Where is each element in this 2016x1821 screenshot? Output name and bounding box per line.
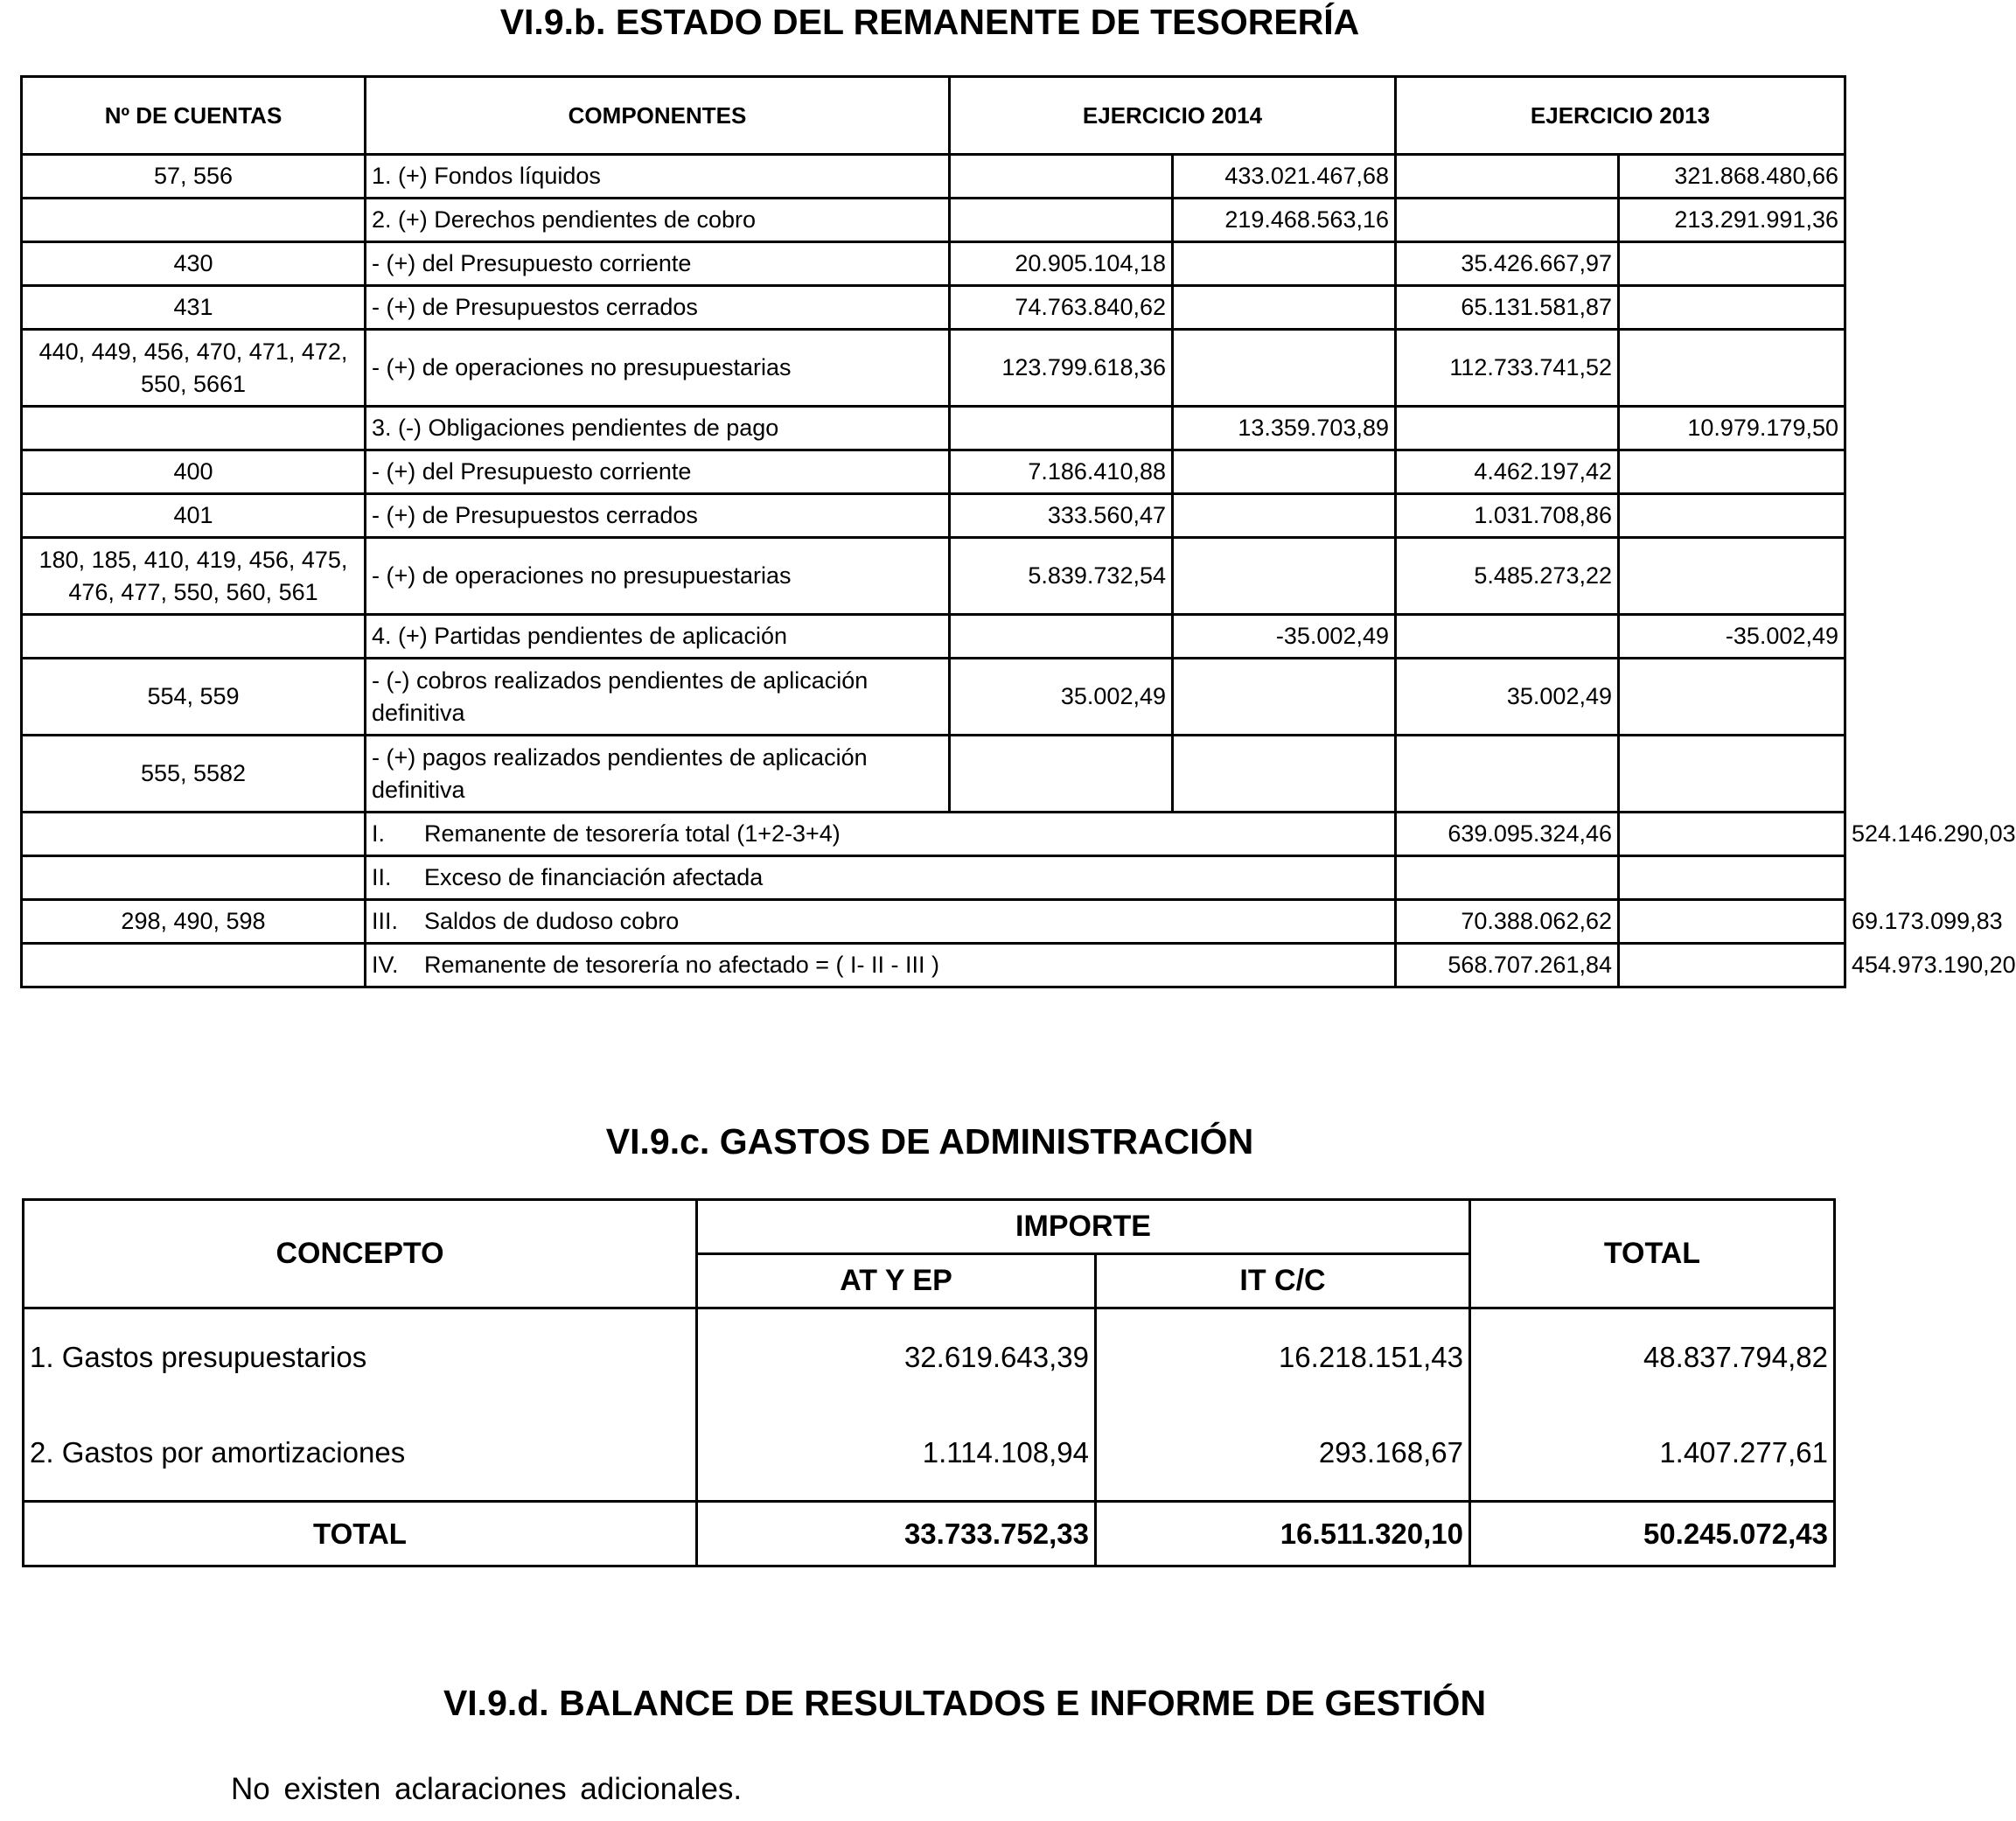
- detail-2014-cell: [950, 407, 1173, 450]
- componente-cell: - (+) de Presupuestos cerrados: [366, 286, 950, 330]
- componente-cell: - (-) cobros realizados pendientes de aplicación definitiva: [366, 659, 950, 736]
- componente-cell: - (+) de operaciones no presupuestarias: [366, 330, 950, 407]
- detail-2013-cell: 5.485.273,22: [1396, 538, 1619, 615]
- table-row: [22, 659, 1845, 736]
- componente-cell: 4. (+) Partidas pendientes de aplicación: [366, 615, 950, 659]
- total-row: [24, 1502, 1835, 1566]
- total-2014-cell: [1396, 856, 1619, 900]
- detail-2013-cell: [1396, 407, 1619, 450]
- total-it-cc: 16.511.320,10: [1096, 1502, 1470, 1566]
- total-2014-cell: 70.388.062,62: [1396, 900, 1619, 944]
- detail-2013-cell: 1.031.708,86: [1396, 494, 1619, 538]
- total-2013-cell: [1619, 659, 1845, 736]
- table-row: [22, 615, 1845, 659]
- it-cc-cell: 293.168,67: [1096, 1405, 1470, 1502]
- total-2014-cell: 639.095.324,46: [1396, 813, 1619, 856]
- total-2014-cell: -35.002,49: [1173, 615, 1396, 659]
- cuentas-cell: [22, 199, 366, 242]
- cuentas-cell: 400: [22, 450, 366, 494]
- concepto-cell: 1. Gastos presupuestarios: [24, 1308, 697, 1406]
- table-row: [22, 155, 1845, 199]
- total-2014-cell: 219.468.563,16: [1173, 199, 1396, 242]
- summary-label-cell: [366, 944, 1396, 987]
- total-2013-cell: -35.002,49: [1619, 615, 1845, 659]
- detail-2014-cell: [950, 736, 1173, 813]
- total-2013-cell: [1619, 242, 1845, 286]
- cuentas-cell: [22, 813, 366, 856]
- component-rows: [22, 155, 1845, 813]
- summary-number: III.: [372, 908, 399, 934]
- summary-label: Remanente de tesorería total (1+2-3+4): [424, 820, 841, 847]
- total-2014-cell: 568.707.261,84: [1396, 944, 1619, 987]
- header-cuentas: Nº DE CUENTAS: [22, 77, 366, 155]
- table-row: [22, 286, 1845, 330]
- header-total: TOTAL: [1470, 1200, 1835, 1308]
- total-2013-cell: 213.291.991,36: [1619, 199, 1845, 242]
- cuentas-cell: [22, 615, 366, 659]
- summary-number: IV.: [372, 952, 399, 978]
- detail-2014-cell: 5.839.732,54: [950, 538, 1173, 615]
- header-componentes: COMPONENTES: [366, 77, 950, 155]
- summary-label: Saldos de dudoso cobro: [424, 908, 680, 934]
- detail-2013-cell: 35.002,49: [1396, 659, 1619, 736]
- total-at-ep: 33.733.752,33: [697, 1502, 1096, 1566]
- summary-label-cell: [366, 813, 1396, 856]
- total-2014-cell: [1173, 286, 1396, 330]
- total-2014-cell: [1173, 736, 1396, 813]
- table-row: [22, 407, 1845, 450]
- summary-row: 298, 490, 598 III. Saldos de dudoso cobro 70.388.062,62 69.173.099,83: [22, 900, 1845, 944]
- total-2014-cell: [1173, 538, 1396, 615]
- total-label: TOTAL: [24, 1502, 697, 1566]
- at-ep-cell: 32.619.643,39: [697, 1308, 1096, 1406]
- componente-cell: - (+) de Presupuestos cerrados: [366, 494, 950, 538]
- at-ep-cell: 1.114.108,94: [697, 1405, 1096, 1502]
- header-ejercicio-2013: EJERCICIO 2013: [1396, 77, 1845, 155]
- total-2013-cell: [1619, 450, 1845, 494]
- detail-2014-cell: [950, 615, 1173, 659]
- total-2014-cell: [1173, 494, 1396, 538]
- detail-2013-cell: [1619, 944, 1845, 987]
- cuentas-cell: 440, 449, 456, 470, 471, 472, 550, 5661: [22, 330, 366, 407]
- total-2014-cell: [1173, 450, 1396, 494]
- detail-2014-cell: 123.799.618,36: [950, 330, 1173, 407]
- summary-label: Remanente de tesorería no afectado = ( I- II - III ): [424, 952, 940, 978]
- total-2014-cell: [1173, 242, 1396, 286]
- detail-2013-cell: [1396, 155, 1619, 199]
- detail-2014-cell: 333.560,47: [950, 494, 1173, 538]
- total-2014-cell: [1173, 659, 1396, 736]
- summary-row: I. Remanente de tesorería total (1+2-3+4) 639.095.324,46 524.146.290,03: [22, 813, 1845, 856]
- summary-row: [22, 856, 1845, 900]
- header-importe: IMPORTE: [697, 1200, 1470, 1254]
- table-row: [22, 538, 1845, 615]
- detail-2014-cell: 7.186.410,88: [950, 450, 1173, 494]
- summary-label-cell: [366, 856, 1396, 900]
- cuentas-cell: 298, 490, 598: [22, 900, 366, 944]
- table-row: [22, 330, 1845, 407]
- table-row: [24, 1405, 1835, 1502]
- table-row: [22, 242, 1845, 286]
- cuentas-cell: 554, 559: [22, 659, 366, 736]
- cuentas-cell: 57, 556: [22, 155, 366, 199]
- table-row: [22, 494, 1845, 538]
- table-row: [22, 450, 1845, 494]
- total-2014-cell: 433.021.467,68: [1173, 155, 1396, 199]
- summary-label: Exceso de financiación afectada: [424, 864, 764, 890]
- header-it-cc: IT C/C: [1096, 1254, 1470, 1308]
- header-concepto: CONCEPTO: [24, 1200, 697, 1308]
- cuentas-cell: [22, 407, 366, 450]
- total-2013-cell: 10.979.179,50: [1619, 407, 1845, 450]
- detail-2014-cell: [950, 199, 1173, 242]
- componente-cell: 3. (-) Obligaciones pendientes de pago: [366, 407, 950, 450]
- concepto-cell: 2. Gastos por amortizaciones: [24, 1405, 697, 1502]
- componente-cell: - (+) del Presupuesto corriente: [366, 450, 950, 494]
- detail-2013-cell: [1396, 199, 1619, 242]
- total-total: 50.245.072,43: [1470, 1502, 1835, 1566]
- total-2013-cell: [1619, 330, 1845, 407]
- detail-2013-cell: 35.426.667,97: [1396, 242, 1619, 286]
- section-d-title: VI.9.d. BALANCE DE RESULTADOS E INFORME DE GESTIÓN: [443, 1683, 1487, 1723]
- total-2014-cell: [1173, 330, 1396, 407]
- cuentas-cell: 401: [22, 494, 366, 538]
- detail-2013-cell: [1619, 813, 1845, 856]
- gastos-administracion-table: [22, 1198, 1836, 1567]
- detail-2013-cell: [1619, 856, 1845, 900]
- detail-2013-cell: 112.733.741,52: [1396, 330, 1619, 407]
- total-2013-cell: [1619, 538, 1845, 615]
- summary-label-cell: [366, 900, 1396, 944]
- detail-2014-cell: [950, 155, 1173, 199]
- cuentas-cell: 430: [22, 242, 366, 286]
- detail-2013-cell: [1396, 736, 1619, 813]
- section-b-title: VI.9.b. ESTADO DEL REMANENTE DE TESORERÍA: [499, 2, 1360, 42]
- table-row: [22, 199, 1845, 242]
- componente-cell: 1. (+) Fondos líquidos: [366, 155, 950, 199]
- cuentas-cell: 431: [22, 286, 366, 330]
- total-cell: 1.407.277,61: [1470, 1405, 1835, 1502]
- table-row: [22, 736, 1845, 813]
- it-cc-cell: 16.218.151,43: [1096, 1308, 1470, 1406]
- componente-cell: 2. (+) Derechos pendientes de cobro: [366, 199, 950, 242]
- header-ejercicio-2014: EJERCICIO 2014: [950, 77, 1396, 155]
- table-row: [24, 1308, 1835, 1406]
- detail-2013-cell: [1396, 615, 1619, 659]
- remanente-tesoreria-table: [20, 75, 2016, 988]
- table-header-row: [22, 77, 1845, 155]
- detail-2013-cell: [1619, 900, 1845, 944]
- detail-2014-cell: 74.763.840,62: [950, 286, 1173, 330]
- detail-2014-cell: 35.002,49: [950, 659, 1173, 736]
- section-d-text: No existen aclaraciones adicionales.: [231, 1772, 743, 1806]
- total-2013-cell: [1619, 286, 1845, 330]
- total-cell: 48.837.794,82: [1470, 1308, 1835, 1406]
- total-2014-cell: 13.359.703,89: [1173, 407, 1396, 450]
- total-2013-cell: [1619, 494, 1845, 538]
- detail-2013-cell: 4.462.197,42: [1396, 450, 1619, 494]
- cuentas-cell: [22, 944, 366, 987]
- detail-2014-cell: 20.905.104,18: [950, 242, 1173, 286]
- table-header-row: [24, 1200, 1835, 1254]
- cuentas-cell: 180, 185, 410, 419, 456, 475, 476, 477, 550, 560, 561: [22, 538, 366, 615]
- section-c-title: VI.9.c. GASTOS DE ADMINISTRACIÓN: [605, 1121, 1254, 1162]
- header-at-ep: AT Y EP: [697, 1254, 1096, 1308]
- componente-cell: - (+) del Presupuesto corriente: [366, 242, 950, 286]
- cuentas-cell: [22, 856, 366, 900]
- componente-cell: - (+) pagos realizados pendientes de aplicación definitiva: [366, 736, 950, 813]
- componente-cell: - (+) de operaciones no presupuestarias: [366, 538, 950, 615]
- total-2013-cell: [1619, 736, 1845, 813]
- summary-row: IV. Remanente de tesorería no afectado = ( I- II - III ) 568.707.261,84 454.973.190,20: [22, 944, 1845, 987]
- summary-rows: [22, 813, 2016, 987]
- total-2013-cell: 321.868.480,66: [1619, 155, 1845, 199]
- detail-2013-cell: 65.131.581,87: [1396, 286, 1619, 330]
- cuentas-cell: 555, 5582: [22, 736, 366, 813]
- summary-number: II.: [372, 864, 392, 890]
- summary-number: I.: [372, 820, 386, 847]
